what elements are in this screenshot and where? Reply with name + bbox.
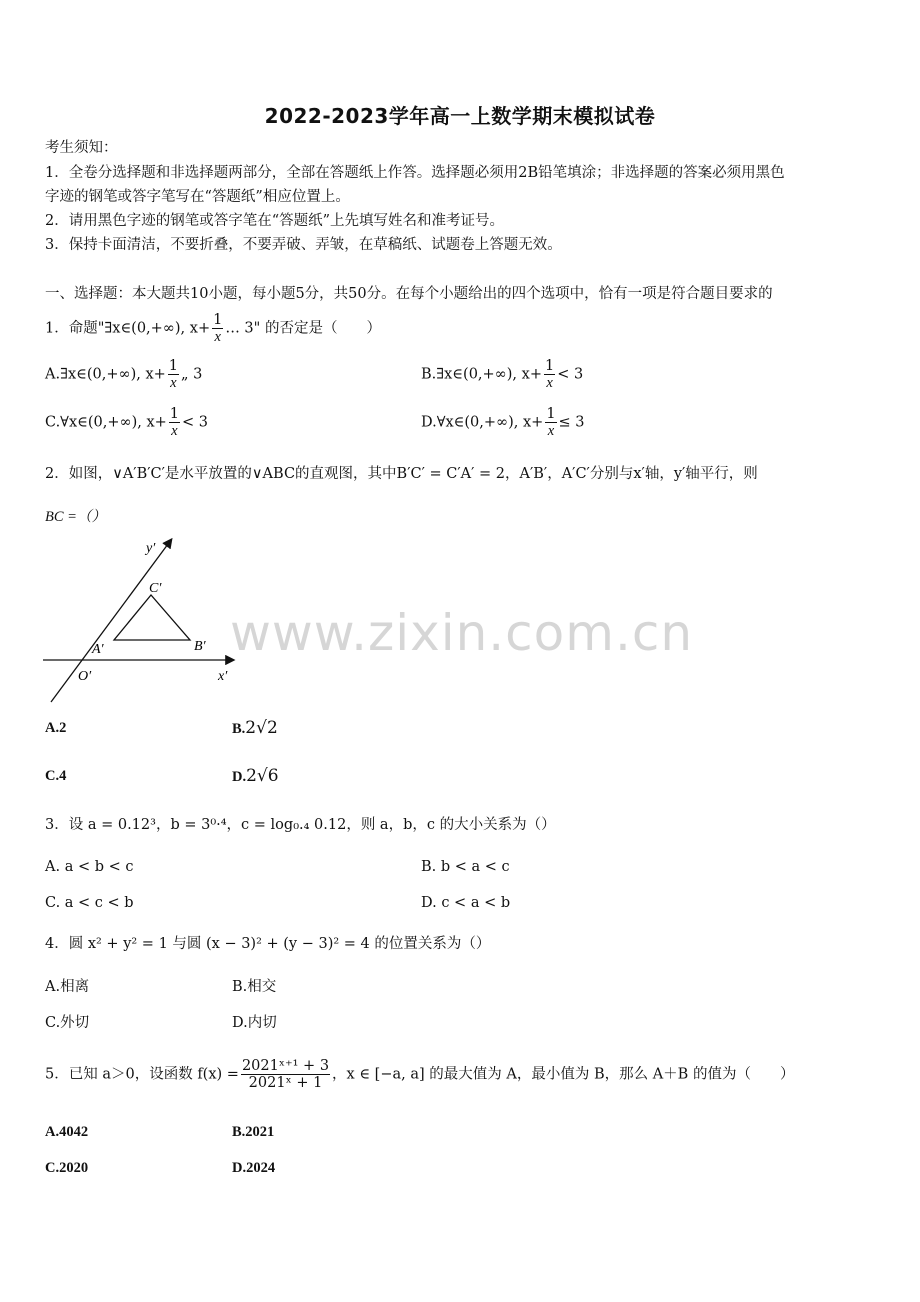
label-x: x′ xyxy=(218,669,228,684)
q1-option-b[interactable] xyxy=(421,358,583,391)
q2-option-c-text: C.4 xyxy=(45,768,67,784)
q1-option-a-text: A.∃x∈(0,+∞), x+ xyxy=(45,366,166,383)
q1-option-c-tail: < 3 xyxy=(182,414,208,431)
q2-figure xyxy=(38,530,248,710)
q5-frac-den: 2021ˣ + 1 xyxy=(248,1075,323,1091)
question-2-cont: BC =（） xyxy=(45,509,106,525)
q4-option-b[interactable]: B.相交 xyxy=(232,979,277,995)
q5-option-a-text: A.4042 xyxy=(45,1124,89,1140)
y-axis xyxy=(51,540,171,702)
q5-fraction xyxy=(241,1058,330,1091)
q1-c-frac-num: 1 xyxy=(169,406,180,422)
notice-item-1: 1．全卷分选择题和非选择题两部分，全部在答题纸上作答。选择题必须用2B铅笔填涂；非选择题的答案必须用黑色 xyxy=(45,165,785,181)
q2-option-a-text: A.2 xyxy=(45,720,67,736)
q5-option-b-text: B.2021 xyxy=(232,1124,275,1140)
q5-prefix: 5．已知 a＞0，设函数 f(x) = xyxy=(45,1066,239,1083)
q5-option-d[interactable] xyxy=(232,1158,275,1178)
q1-option-d[interactable] xyxy=(421,406,585,439)
q2-option-d-label: D. xyxy=(232,769,247,785)
q5-frac-num: 2021ˣ⁺¹ + 3 xyxy=(241,1058,330,1074)
q1-option-d-text: D.∀x∈(0,+∞), x+ xyxy=(421,414,544,431)
notice-item-2: 2．请用黑色字迹的钢笔或答字笔在“答题纸”上先填写姓名和准考证号。 xyxy=(45,213,505,229)
label-y: y′ xyxy=(146,541,156,556)
q2-option-a[interactable] xyxy=(45,718,66,738)
q1-option-d-tail: ≤ 3 xyxy=(558,414,585,431)
q1-option-b-text: B.∃x∈(0,+∞), x+ xyxy=(421,366,542,383)
page-title: 2022-2023学年高一上数学期末模拟试卷 xyxy=(264,104,656,128)
q1-a-frac-den: x xyxy=(170,375,177,391)
question-5 xyxy=(45,1058,794,1091)
q3-option-b[interactable]: B. b < a < c xyxy=(421,859,510,875)
question-3: 3．设 a = 0.12³，b = 3⁰·⁴，c = log₀.₄ 0.12，则 a，b，c 的大小关系为（） xyxy=(45,817,556,833)
q1-d-frac-den: x xyxy=(547,423,555,439)
q1-option-a[interactable] xyxy=(45,358,202,391)
section-1-heading: 一、选择题：本大题共10小题，每小题5分，共50分。在每个小题给出的四个选项中，恰有一项是符合题目要求的 xyxy=(45,286,773,302)
q1-a-frac-num: 1 xyxy=(168,358,179,374)
q1-fraction xyxy=(212,312,223,345)
q1-option-c-text: C.∀x∈(0,+∞), x+ xyxy=(45,414,167,431)
label-a: A′ xyxy=(92,642,104,657)
watermark: www.zixin.com.cn xyxy=(230,604,694,662)
question-4: 4．圆 x² + y² = 1 与圆 (x − 3)² + (y − 3)² = 4 的位置关系为（） xyxy=(45,936,491,952)
q2-option-b-label: B. xyxy=(232,721,246,737)
q2-option-b-value: 2√2 xyxy=(245,718,278,738)
q5-option-c-text: C.2020 xyxy=(45,1160,89,1176)
q1-frac-den: x xyxy=(214,329,221,345)
q4-option-d[interactable]: D.内切 xyxy=(232,1015,277,1031)
q3-option-c[interactable]: C. a < c < b xyxy=(45,895,134,911)
label-c: C′ xyxy=(149,581,162,596)
q1-prefix: 1．命题"∃x∈(0,+∞), x+ xyxy=(45,320,211,337)
q2-option-d[interactable] xyxy=(232,766,279,787)
question-2: 2．如图，∨A′B′C′是水平放置的∨ABC的直观图，其中B′C′ = C′A′ = 2，A′B′，A′C′分别与x′轴，y′轴平行，则 xyxy=(45,466,758,482)
q1-d-frac-num: 1 xyxy=(546,406,556,422)
q1-suffix: … 3" 的否定是（ ） xyxy=(225,320,381,337)
q1-b-frac-num: 1 xyxy=(544,358,555,374)
q1-c-frac-den: x xyxy=(171,423,178,439)
q4-option-c[interactable]: C.外切 xyxy=(45,1015,90,1031)
notice-heading: 考生须知： xyxy=(45,140,118,156)
q2-option-c[interactable] xyxy=(45,766,66,786)
q3-option-a[interactable]: A. a < b < c xyxy=(45,859,134,875)
q5-option-c[interactable] xyxy=(45,1158,88,1178)
q4-option-a[interactable]: A.相离 xyxy=(45,979,90,995)
notice-item-3: 3．保持卡面清洁，不要折叠，不要弄破、弄皱，在草稿纸、试题卷上答题无效。 xyxy=(45,237,562,253)
notice-item-1-cont: 字迹的钢笔或答字笔写在“答题纸”相应位置上。 xyxy=(45,189,350,205)
q5-suffix: ，x ∈ [−a, a] 的最大值为 A，最小值为 B，那么 A＋B 的值为（ ） xyxy=(332,1066,795,1083)
question-1 xyxy=(45,312,381,345)
q1-option-a-tail: „ 3 xyxy=(181,366,203,383)
q1-b-frac-den: x xyxy=(546,375,553,391)
q3-option-d[interactable]: D. c < a < b xyxy=(421,895,511,911)
label-b: B′ xyxy=(194,639,206,654)
label-o: O′ xyxy=(78,669,92,684)
q2-option-d-value: 2√6 xyxy=(246,766,279,786)
q5-option-b[interactable] xyxy=(232,1122,274,1142)
q2-option-b[interactable] xyxy=(232,718,278,739)
q1-frac-num: 1 xyxy=(213,312,223,328)
q1-option-b-tail: < 3 xyxy=(557,366,584,383)
q5-option-a[interactable] xyxy=(45,1122,88,1142)
q5-option-d-text: D.2024 xyxy=(232,1160,276,1176)
q1-option-c[interactable] xyxy=(45,406,208,439)
